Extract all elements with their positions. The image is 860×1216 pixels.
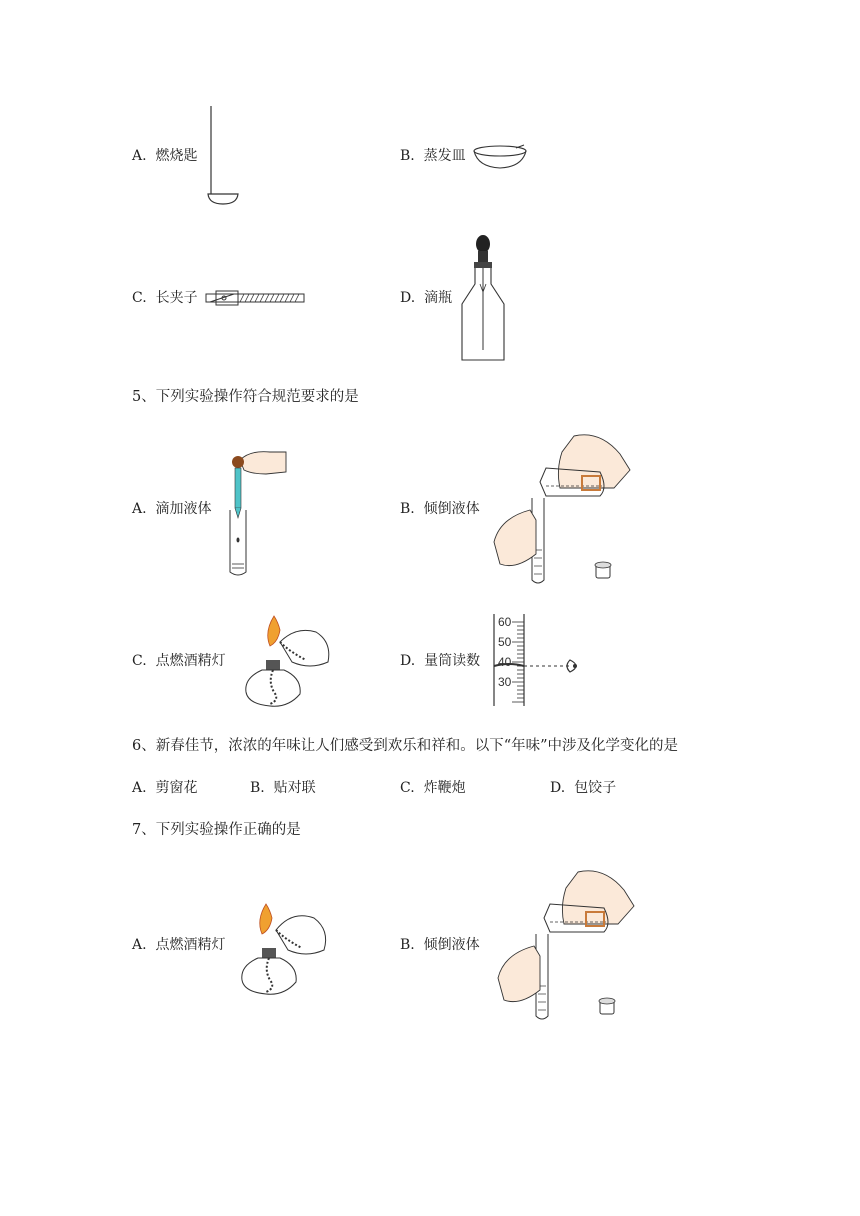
evaporating-dish-icon bbox=[472, 143, 528, 171]
cylinder-tick-label: 50 bbox=[498, 635, 512, 649]
dropper-bottle-icon bbox=[458, 232, 508, 364]
q5-option-a-label: A. 滴加液体 bbox=[132, 501, 212, 517]
dropping-liquid-icon bbox=[220, 446, 292, 581]
q5-option-c-label: C. 点燃酒精灯 bbox=[132, 653, 226, 669]
q6-option-d: D. 包饺子 bbox=[550, 780, 617, 796]
option-c-label: C. 长夹子 bbox=[132, 290, 198, 306]
q6-option-b: B. 贴对联 bbox=[250, 780, 316, 796]
pouring-liquid-icon bbox=[494, 866, 634, 1024]
q6-option-c: C. 炸鞭炮 bbox=[400, 780, 466, 796]
cylinder-tick-label: 30 bbox=[498, 675, 512, 689]
pouring-liquid-icon bbox=[490, 430, 630, 588]
combustion-spoon-icon bbox=[200, 104, 250, 209]
option-a-label: A. 燃烧匙 bbox=[132, 148, 198, 164]
q7-stem: 7、下列实验操作正确的是 bbox=[132, 822, 301, 838]
option-b-label: B. 蒸发皿 bbox=[400, 148, 466, 164]
graduated-cylinder-reading-icon bbox=[490, 612, 590, 708]
long-clamp-icon bbox=[204, 288, 308, 308]
q5-option-d-label: D. 量筒读数 bbox=[400, 653, 481, 669]
q6-stem: 6、新春佳节，浓浓的年味让人们感受到欢乐和祥和。以下“年味”中涉及化学变化的是 bbox=[132, 738, 679, 754]
q5-option-b-label: B. 倾倒液体 bbox=[400, 501, 480, 517]
option-d-label: D. 滴瓶 bbox=[400, 290, 453, 306]
q7-option-b-label: B. 倾倒液体 bbox=[400, 937, 480, 953]
q6-option-a: A. 剪窗花 bbox=[132, 780, 198, 796]
lighting-alcohol-lamp-icon bbox=[240, 612, 336, 710]
q5-stem: 5、下列实验操作符合规范要求的是 bbox=[132, 389, 359, 405]
q7-option-a-label: A. 点燃酒精灯 bbox=[132, 937, 226, 953]
cylinder-tick-label: 40 bbox=[498, 655, 512, 669]
lighting-alcohol-lamp-icon bbox=[236, 900, 332, 998]
cylinder-tick-label: 60 bbox=[498, 615, 512, 629]
